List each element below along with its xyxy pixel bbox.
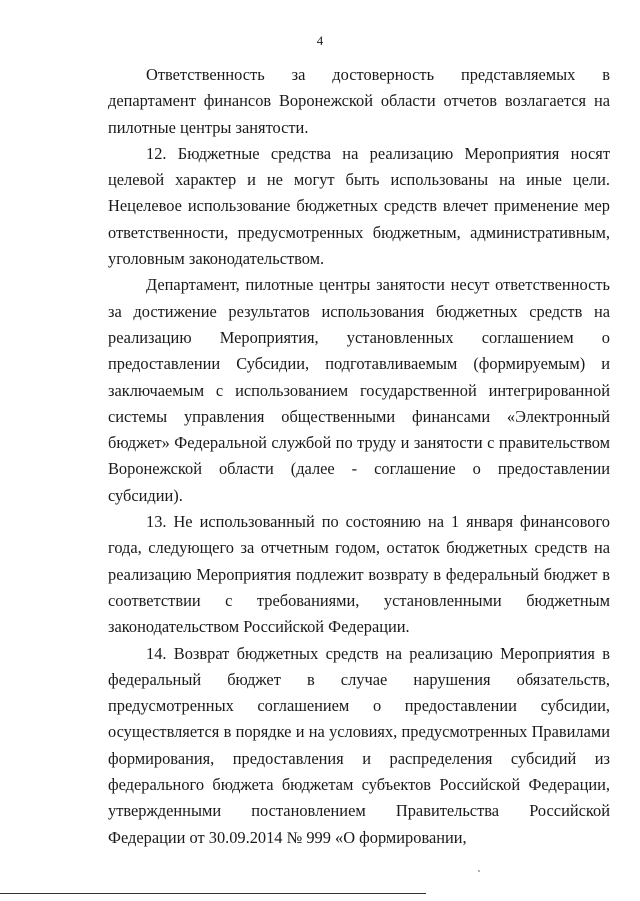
paragraph-14-refund: 14. Возврат бюджетных средств на реализацию Мероприятия в федеральный бюджет в случае нарушения обязательств, предусмотренных соглашением о предоставлении субсидии, осуществляется в порядке и на условиях, предусмотренных Правилами формирования, предоставления и распределения субсидий из федерального бюджета бюджетам субъектов Российской Федерации, утвержденными постановлением Правительства Российской Федерации от 30.09.2014 № 999 «О формировании, <box>108 643 610 847</box>
paragraph-department-responsibility: Департамент, пилотные центры занятости несут ответственность за достижение результатов использования бюджетных средств на реализацию Мероприятия, установленных соглашением о предоставлении Субсидии, подготавливаемым (формируемым) и заключаемым с использованием государственной интегрированной системы управления общественными финансами «Электронный бюджет» Федеральной службой по труду и занятости с правительством Воронежской области (далее - соглашение о предоставлении субсидии). <box>108 275 610 505</box>
paragraph-responsibility-reports: Ответственность за достоверность представляемых в департамент финансов Воронежской области отчетов возлагается на пилотные центры занятости. <box>108 65 610 137</box>
page-number: 4 <box>316 33 324 48</box>
footer-divider <box>0 893 426 894</box>
paragraph-13-unused-balance: 13. Не использованный по состоянию на 1 января финансового года, следующего за отчетным годом, остаток бюджетных средств на реализацию Мероприятия подлежит возврату в федеральный бюджет в соответствии с требованиями, установленными бюджетным законодательством Российской Федерации. <box>108 512 610 637</box>
document-body <box>108 62 610 851</box>
paragraph-12-targeted-funds: 12. Бюджетные средства на реализацию Мероприятия носят целевой характер и не могут быть использованы на иные цели. Нецелевое использование бюджетных средств влечет применение мер ответственности, предусмотренных бюджетным, административным, уголовным законодательством. <box>108 143 610 269</box>
scan-artifact <box>478 870 480 872</box>
